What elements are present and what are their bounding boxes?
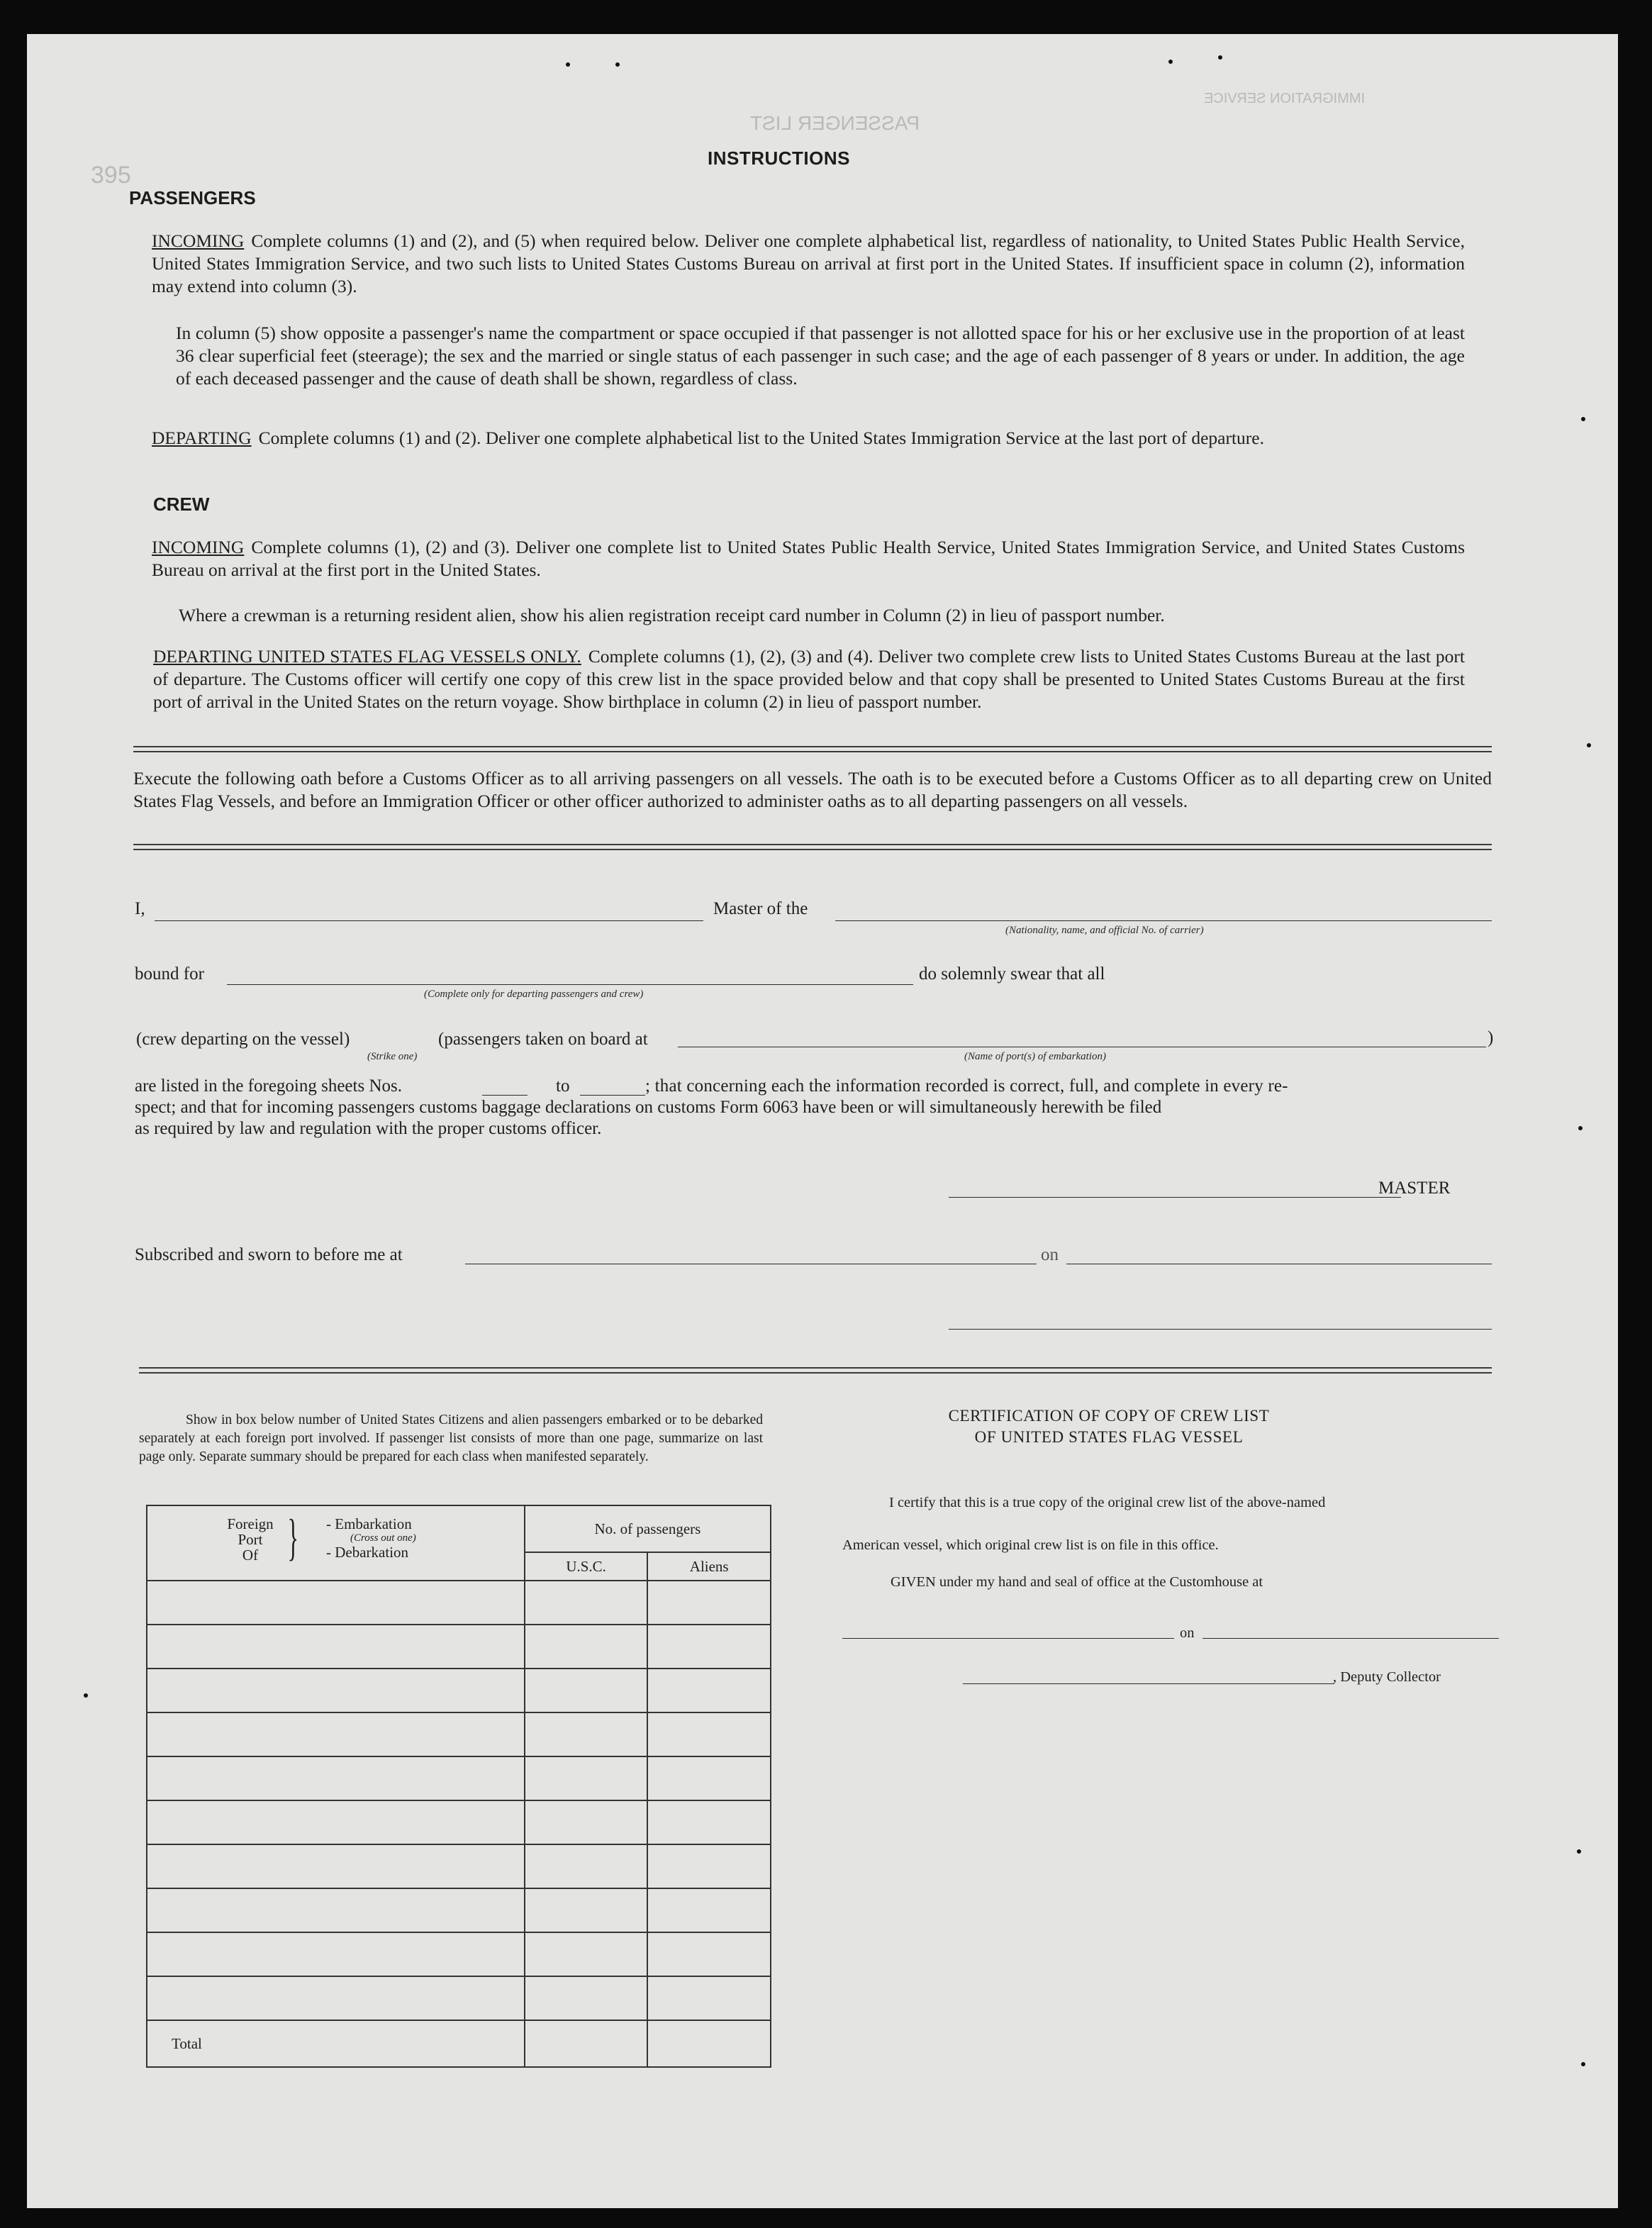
usc-cell[interactable] (525, 1625, 648, 1669)
usc-cell[interactable] (525, 1756, 648, 1800)
certification-date-field[interactable] (1202, 1638, 1499, 1639)
passengers-incoming-paragraph (152, 230, 1465, 298)
bound-for-label: bound for (135, 964, 204, 984)
deputy-signature-field[interactable] (963, 1683, 1334, 1684)
strike-one-caption: (Strike one) (367, 1051, 418, 1062)
usc-cell[interactable] (525, 1976, 648, 2020)
aliens-cell[interactable] (647, 1625, 771, 1669)
divider-double (133, 746, 1492, 752)
debarkation-option[interactable]: - Debarkation (326, 1544, 409, 1561)
swear-label: do solemnly swear that all (919, 964, 1105, 984)
listed-in-label: are listed in the foregoing sheets Nos. (135, 1076, 402, 1096)
oath-intro-text: Execute the following oath before a Customs Officer as to all arriving passengers on all vessels. The oath is to be executed before a Customs Officer as to all departing crew on United States Flag Vessels, and before an Immigration Officer or other officer authorized to administer oaths as to all departing passengers on all vessels. (133, 768, 1492, 811)
certify-line1: I certify that this is a true copy of the original crew list of the above-named (889, 1495, 1326, 1510)
crew-resident-text: Where a crewman is a returning resident alien, show his alien registration receipt card number in Column (2) in lieu of passport number. (179, 605, 1165, 625)
aliens-cell[interactable] (647, 1800, 771, 1844)
aliens-cell[interactable] (647, 1888, 771, 1932)
given-line: GIVEN under my hand and seal of office at the Customhouse at (891, 1574, 1263, 1590)
subscribed-label: Subscribed and sworn to before me at (135, 1245, 403, 1264)
port-cell[interactable] (147, 1888, 525, 1932)
column5-text: In column (5) show opposite a passenger's name the compartment or space occupied if that passenger is not allotted space for his or her exclusive use in the proportion of at least 36 clear superficial feet (steerage); the sex and the married or single status of each passenger in such case; and the age of each passenger of 8 years or under. In addition, the age of each deceased passenger and the cause of death shall be shown, regardless of class. (176, 323, 1465, 389)
speck (1587, 743, 1591, 747)
embarkation-option[interactable]: - Embarkation (326, 1515, 412, 1532)
usc-cell[interactable] (525, 1581, 648, 1625)
table-row (147, 1800, 771, 1844)
usc-cell[interactable] (525, 1800, 648, 1844)
aliens-cell[interactable] (647, 1844, 771, 1888)
port-caption: (Name of port(s) of embarkation) (964, 1051, 1106, 1062)
deputy-collector-label: , Deputy Collector (1333, 1669, 1441, 1685)
passengers-departing-paragraph (152, 427, 1465, 450)
foreign-port-of-3: Of (242, 1547, 259, 1564)
sworn-on-label: on (1041, 1245, 1059, 1264)
usc-cell[interactable] (525, 1669, 648, 1712)
bleed-through-text: 395 (91, 162, 131, 189)
column5-paragraph (176, 322, 1465, 390)
table-row (147, 1625, 771, 1669)
table-header-row (147, 1505, 771, 1552)
passengers-incoming-heading: INCOMING (152, 230, 245, 251)
speck (615, 62, 620, 67)
bleed-through-text: IMMIGRATION SERVICE (1204, 91, 1366, 106)
oath-intro-paragraph (133, 767, 1492, 813)
officer-signature-field[interactable] (949, 1329, 1492, 1330)
cross-out-caption: (Cross out one) (350, 1532, 416, 1544)
master-of-the-label: Master of the (713, 899, 808, 918)
concerning-text: ; that concerning each the information recorded is correct, full, and complete in every re- (645, 1076, 1288, 1096)
port-cell[interactable] (147, 1669, 525, 1712)
usc-cell[interactable] (525, 1932, 648, 1976)
speck (1581, 2062, 1585, 2066)
aliens-cell[interactable] (647, 1581, 771, 1625)
certify-line2: American vessel, which original crew list is on file in this office. (842, 1537, 1219, 1553)
speck (1578, 1126, 1583, 1130)
table-row (147, 1844, 771, 1888)
port-cell[interactable] (147, 1976, 525, 2020)
aliens-cell[interactable] (647, 1756, 771, 1800)
speck (1168, 60, 1173, 64)
document-sheet (27, 34, 1618, 2208)
certification-title (868, 1405, 1350, 1448)
close-paren: ) (1488, 1028, 1494, 1047)
port-cell[interactable] (147, 1625, 525, 1669)
table-row (147, 1581, 771, 1625)
foreign-port-of-2: Port (238, 1531, 263, 1548)
passenger-summary-table (146, 1505, 771, 2068)
bound-for-caption: (Complete only for departing passengers and crew) (424, 988, 644, 1000)
crew-departing-text: Complete columns (1), (2), (3) and (4). Deliver two complete crew lists to United States Customs Bureau at the last port of departure. The Customs officer will certify one copy of this crew list in the space provided below and that copy shall be presented to United States Customs Bureau at the first port of arrival in the United States on the return voyage. Show birthplace in column (2) in lieu of passport number. (153, 646, 1465, 712)
foreign-port-of-1: Foreign (227, 1515, 274, 1532)
usc-cell[interactable] (525, 1888, 648, 1932)
crew-departing-heading: DEPARTING UNITED STATES FLAG VESSELS ONLY. (153, 646, 581, 667)
sheet-from-field[interactable] (482, 1095, 528, 1096)
master-name-field[interactable] (155, 920, 703, 921)
total-label: Total (147, 2020, 525, 2067)
oath-i-label: I, (135, 899, 145, 918)
passengers-departing-heading: DEPARTING (152, 428, 252, 448)
section-heading-passengers: PASSENGERS (129, 187, 256, 208)
passengers-taken-option[interactable]: (passengers taken on board at (438, 1030, 648, 1049)
master-label: MASTER (1378, 1179, 1451, 1198)
passengers-incoming-text: Complete columns (1) and (2), and (5) when required below. Deliver one complete alphabetical list, regardless of nationality, to United States Public Health Service, United States Immigration Service, and two such lists to United States Customs Bureau on arrival at first port in the United States. If insufficient space in column (2), information may extend into column (3). (152, 230, 1465, 296)
to-label: to (556, 1076, 570, 1096)
aliens-header: Aliens (647, 1552, 771, 1581)
bound-for-field[interactable] (227, 984, 913, 985)
summary-rows (147, 1581, 771, 2020)
usc-cell[interactable] (525, 1844, 648, 1888)
foreign-port-header (147, 1505, 525, 1581)
oath-line3: as required by law and regulation with the proper customs officer. (135, 1119, 602, 1138)
speck (1581, 417, 1585, 421)
bleed-through-text: PASSENGER LIST (750, 112, 920, 134)
total-aliens-cell[interactable] (647, 2020, 771, 2067)
port-cell[interactable] (147, 1756, 525, 1800)
table-row (147, 1756, 771, 1800)
crew-incoming-paragraph (152, 536, 1465, 581)
divider-double (133, 844, 1492, 850)
summary-instructions (139, 1411, 763, 1466)
divider-double (139, 1367, 1492, 1374)
oath-line2: spect; and that for incoming passengers customs baggage declarations on customs Form 6063 have been or will simultaneously herewith be filed (135, 1098, 1162, 1117)
usc-header: U.S.C. (525, 1552, 648, 1581)
aliens-cell[interactable] (647, 1976, 771, 2020)
total-usc-cell[interactable] (525, 2020, 648, 2067)
crew-incoming-heading: INCOMING (152, 537, 245, 557)
aliens-cell[interactable] (647, 1932, 771, 1976)
speck (1218, 55, 1222, 60)
carrier-caption: (Nationality, name, and official No. of carrier) (1005, 925, 1204, 936)
table-row (147, 1669, 771, 1712)
port-cell[interactable] (147, 1712, 525, 1756)
speck (84, 1693, 88, 1698)
port-cell[interactable] (147, 1581, 525, 1625)
aliens-cell[interactable] (647, 1712, 771, 1756)
sheet-to-field[interactable] (580, 1095, 645, 1096)
port-cell[interactable] (147, 1800, 525, 1844)
port-cell[interactable] (147, 1844, 525, 1888)
certification-title-line1: CERTIFICATION OF COPY OF CREW LIST (948, 1407, 1270, 1425)
master-signature-field[interactable] (949, 1197, 1401, 1198)
brace-icon: } (287, 1509, 299, 1566)
port-cell[interactable] (147, 1932, 525, 1976)
usc-cell[interactable] (525, 1712, 648, 1756)
crew-departing-paragraph (153, 645, 1465, 713)
certification-on-label: on (1180, 1625, 1195, 1641)
crew-departing-option[interactable]: (crew departing on the vessel) (136, 1030, 350, 1049)
table-row (147, 1712, 771, 1756)
table-row (147, 1932, 771, 1976)
speck (1577, 1849, 1581, 1854)
summary-instructions-text: Show in box below number of United States Citizens and alien passengers embarked or to be debarked separately at each foreign port involved. If passenger list consists of more than one page, summarize on last page only. Separate summary should be prepared for each class when manifested separately. (139, 1413, 763, 1464)
table-row (147, 1888, 771, 1932)
crew-incoming-text: Complete columns (1), (2) and (3). Deliver one complete list to United States Public Health Service, United States Immigration Service, and United States Customs Bureau on arrival at the first port in the United States. (152, 537, 1465, 580)
aliens-cell[interactable] (647, 1669, 771, 1712)
total-row (147, 2020, 771, 2067)
speck (566, 62, 570, 67)
customhouse-place-field[interactable] (842, 1638, 1174, 1639)
no-of-passengers-header: No. of passengers (525, 1505, 771, 1552)
section-heading-crew: CREW (153, 494, 210, 515)
certification-title-line2: OF UNITED STATES FLAG VESSEL (974, 1428, 1244, 1446)
passengers-departing-text: Complete columns (1) and (2). Deliver one complete alphabetical list to the United States Immigration Service at the last port of departure. (258, 428, 1264, 448)
crew-resident-paragraph (179, 604, 1465, 627)
table-row (147, 1976, 771, 2020)
carrier-field[interactable] (835, 920, 1492, 921)
page-title: INSTRUCTIONS (708, 147, 850, 169)
